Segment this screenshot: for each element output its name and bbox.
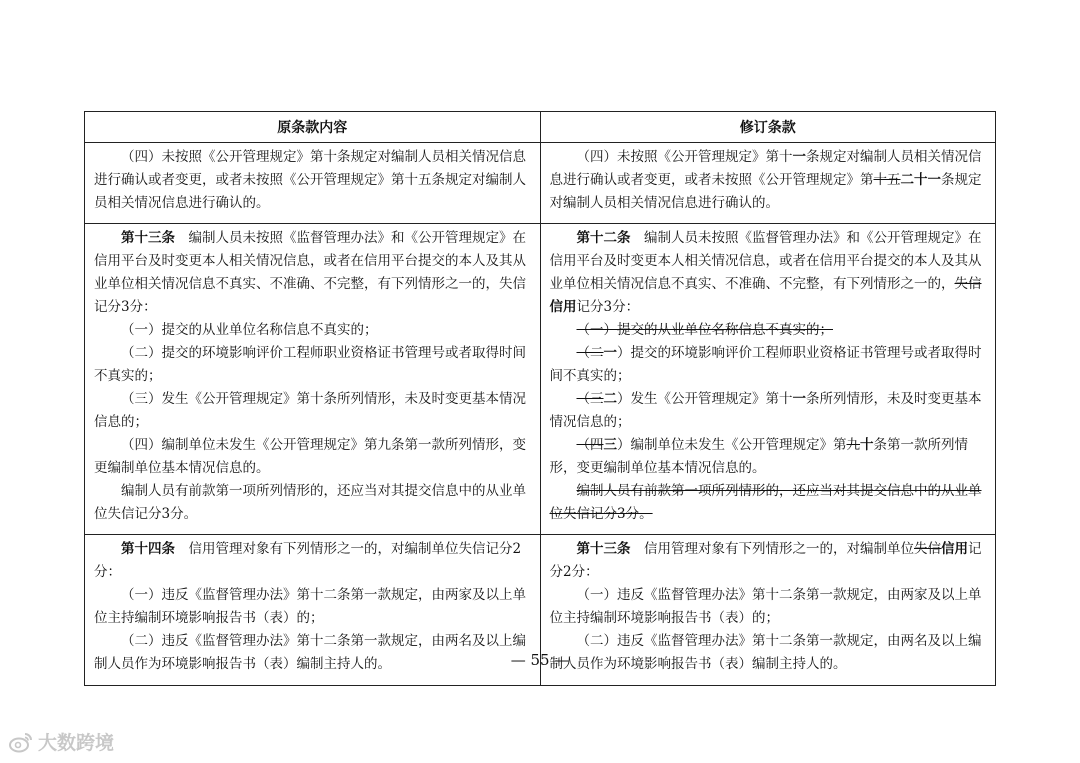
clause-paragraph bbox=[550, 342, 987, 388]
clause-paragraph bbox=[94, 342, 531, 388]
article-number: 第十三条 bbox=[576, 541, 631, 557]
clause-paragraph bbox=[550, 388, 987, 434]
table-header-row bbox=[85, 112, 996, 143]
clause-text: 条规定对编制人员相关情况信息进行确认或者变更，或者未按照《公开管理规定》第 bbox=[549, 149, 982, 188]
article-number: 第十二条 bbox=[576, 230, 631, 246]
deleted-text: （一）提交的从业单位名称信息不真实的； bbox=[576, 322, 833, 338]
clause-paragraph bbox=[94, 480, 531, 526]
clause-text: （四）未按照《公开管理规定》第十条规定对编制人员相关情况信息进行确认或者变更，或者未按照《公开管理规定》第十五条规定对编制人员相关情况信息进行确认的。 bbox=[94, 149, 526, 211]
clause-text: 条所列情形，未及时变更基本情况信息的； bbox=[549, 391, 982, 430]
table-row bbox=[85, 143, 996, 224]
inserted-text: 十 bbox=[860, 437, 874, 453]
deleted-text: （二 bbox=[576, 345, 604, 361]
original-clause-cell bbox=[85, 143, 541, 224]
clause-text: ）发生《公开管理规定》第十 bbox=[617, 391, 793, 407]
clause-text: 编制人员未按照《监督管理办法》和《公开管理规定》在信用平台及时变更本人相关情况信息，或者在信用平台提交的本人及其从业单位相关情况信息不真实、不准确、不完整，有下列情形之一的， bbox=[549, 230, 982, 292]
watermark-text: 大数跨境 bbox=[38, 732, 115, 754]
deleted-text: 失信 bbox=[954, 276, 982, 292]
original-clause-cell bbox=[85, 224, 541, 535]
deleted-text: 编制人员有前款第一项所列情形的，还应当对其提交信息中的从业单位失信记分3分。 bbox=[549, 483, 982, 522]
inserted-text: 信用 bbox=[941, 541, 968, 557]
revised-clause-cell bbox=[540, 143, 996, 224]
clause-text: 记分2分： bbox=[549, 541, 982, 580]
clause-paragraph bbox=[94, 319, 531, 342]
clause-paragraph bbox=[94, 434, 531, 480]
revised-clause-cell bbox=[540, 224, 996, 535]
inserted-text: 一 bbox=[792, 149, 806, 165]
clause-paragraph bbox=[94, 584, 531, 630]
article-number: 第十四条 bbox=[121, 541, 175, 557]
clause-paragraph bbox=[550, 584, 987, 630]
inserted-text: 二十一 bbox=[900, 172, 941, 188]
inserted-text: 一 bbox=[603, 345, 617, 361]
clause-text: ）提交的环境影响评价工程师职业资格证书管理号或者取得时间不真实的； bbox=[549, 345, 982, 384]
deleted-text: 九 bbox=[846, 437, 860, 453]
clause-text: （四）编制单位未发生《公开管理规定》第九条第一款所列情形，变更编制单位基本情况信息的。 bbox=[94, 437, 526, 476]
clause-paragraph bbox=[550, 480, 987, 526]
clause-text: 信用管理对象有下列情形之一的，对编制单位 bbox=[630, 541, 914, 557]
clause-paragraph bbox=[94, 227, 531, 319]
inserted-text: 信用 bbox=[549, 299, 577, 315]
comparison-table bbox=[84, 111, 996, 686]
clause-text: 信用管理对象有下列情形之一的，对编制单位失信记分2分： bbox=[94, 541, 522, 580]
clause-text: 编制人员未按照《监督管理办法》和《公开管理规定》在信用平台及时变更本人相关情况信息，或者在信用平台提交的本人及其从业单位相关情况信息不真实、不准确、不完整，有下列情形之一的，失信记分3分： bbox=[94, 230, 526, 315]
clause-text: 条第一款所列情形，变更编制单位基本情况信息的。 bbox=[549, 437, 968, 476]
clause-paragraph bbox=[94, 538, 531, 584]
weibo-logo-icon bbox=[8, 731, 34, 753]
clause-paragraph bbox=[94, 146, 531, 215]
watermark bbox=[8, 728, 114, 755]
header-revised-clause: 修订条款 bbox=[540, 112, 996, 143]
clause-paragraph bbox=[550, 538, 987, 584]
clause-text: 条规定对编制人员相关情况信息进行确认的。 bbox=[549, 172, 982, 211]
page-number: — 55 — bbox=[510, 651, 570, 669]
clause-paragraph bbox=[550, 319, 987, 342]
clause-text: （二）提交的环境影响评价工程师职业资格证书管理号或者取得时间不真实的； bbox=[94, 345, 526, 384]
clause-text: （二）违反《监督管理办法》第十二条第一款规定，由两名及以上编制人员作为环境影响报告书（表）编制主持人的。 bbox=[94, 633, 526, 672]
clause-text: 编制人员有前款第一项所列情形的，还应当对其提交信息中的从业单位失信记分3分。 bbox=[94, 483, 526, 522]
deleted-text: （四 bbox=[576, 437, 604, 453]
deleted-text: 十五 bbox=[873, 172, 901, 188]
article-number: 第十三条 bbox=[121, 230, 175, 246]
clause-text: （一）违反《监督管理办法》第十二条第一款规定，由两家及以上单位主持编制环境影响报告书（表）的； bbox=[549, 587, 982, 626]
table-row bbox=[85, 224, 996, 535]
clause-text: （一）提交的从业单位名称信息不真实的； bbox=[121, 322, 378, 338]
clause-paragraph bbox=[550, 146, 987, 215]
clause-text: （四）未按照《公开管理规定》第十 bbox=[576, 149, 793, 165]
clause-paragraph bbox=[550, 227, 987, 319]
clause-paragraph bbox=[94, 388, 531, 434]
clause-text: （二）违反《监督管理办法》第十二条第一款规定，由两名及以上编制人员作为环境影响报告书（表）编制主持人的。 bbox=[549, 633, 982, 672]
header-original-clause: 原条款内容 bbox=[85, 112, 541, 143]
clause-text: ）编制单位未发生《公开管理规定》第 bbox=[617, 437, 847, 453]
clause-paragraph bbox=[550, 434, 987, 480]
clause-text: 记分3分： bbox=[576, 299, 640, 315]
deleted-text: （三 bbox=[576, 391, 604, 407]
clause-text: （一）违反《监督管理办法》第十二条第一款规定，由两家及以上单位主持编制环境影响报告书（表）的； bbox=[94, 587, 526, 626]
deleted-text: 失信 bbox=[914, 541, 941, 557]
inserted-text: 一 bbox=[792, 391, 806, 407]
clause-text: （三）发生《公开管理规定》第十条所列情形，未及时变更基本情况信息的； bbox=[94, 391, 526, 430]
inserted-text: 三 bbox=[603, 437, 617, 453]
inserted-text: 二 bbox=[603, 391, 617, 407]
